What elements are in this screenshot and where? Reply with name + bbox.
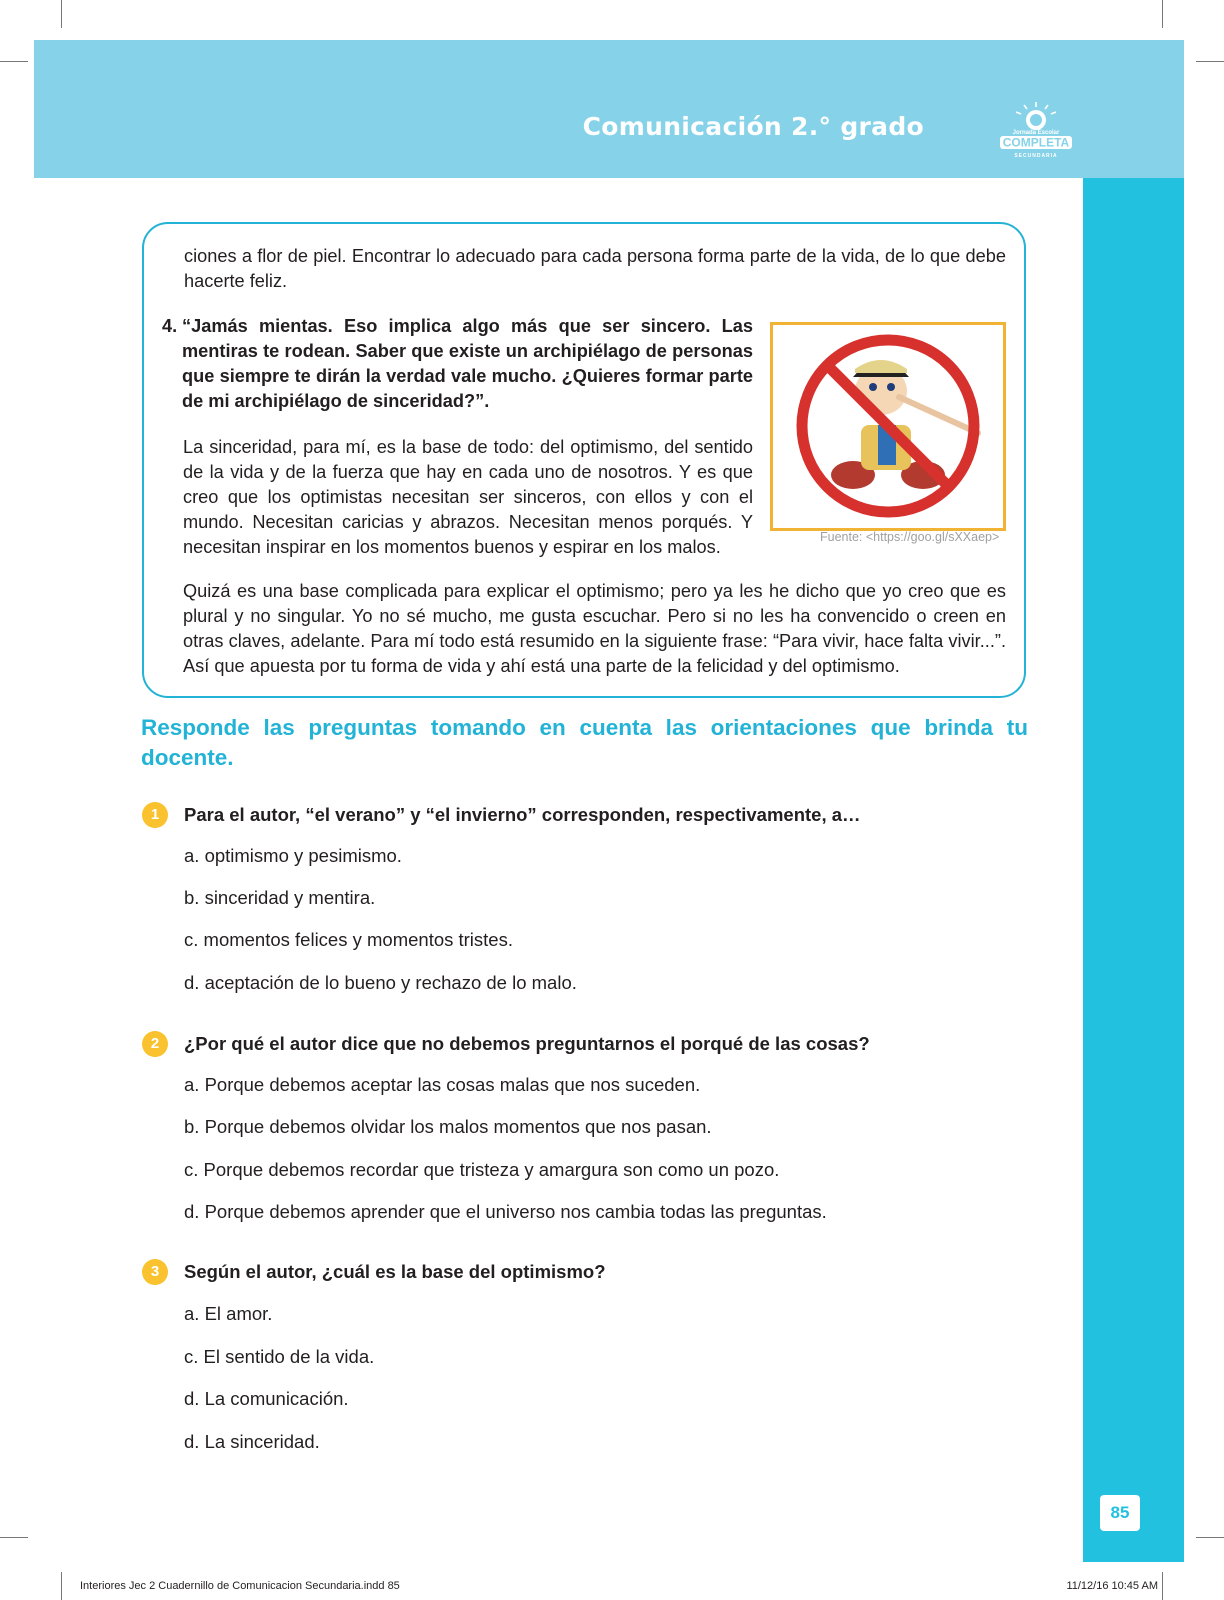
jornada-escolar-completa-logo — [994, 100, 1078, 160]
crop-mark — [61, 0, 62, 28]
crop-mark — [1196, 61, 1224, 62]
answer-option[interactable]: c. El sentido de la vida. — [184, 1346, 375, 1367]
footer-file-info: Interiores Jec 2 Cuadernillo de Comunicacion Secundaria.indd 85 — [80, 1580, 400, 1592]
question-text: Para el autor, “el verano” y “el invierno” corresponden, respectivamente, a… — [184, 804, 861, 825]
side-color-bar — [1083, 178, 1184, 1562]
page-header-title: Comunicación 2.° grado — [582, 112, 924, 141]
answer-option[interactable]: a. El amor. — [184, 1303, 273, 1324]
item-number: 4. — [162, 316, 178, 336]
question-number-badge: 1 — [142, 802, 168, 828]
answer-option[interactable]: c. Porque debemos recordar que tristeza y amargura son como un pozo. — [184, 1159, 780, 1180]
image-caption: Fuente: <https://goo.gl/sXXaep> — [820, 530, 1000, 544]
svg-text:SECUNDARIA: SECUNDARIA — [1014, 153, 1058, 159]
question-number-badge: 2 — [142, 1031, 168, 1057]
answer-option[interactable]: d. La comunicación. — [184, 1388, 349, 1409]
reading-paragraph-sinceridad: La sinceridad, para mí, es la base de todo: del optimismo, del sentido de la vida y de la fuerza que hay en cada uno de nosotros. Y es que creo que los optimistas necesitan ser sinceros, con ellos y con el mundo. Necesitan caricias y abrazos. Necesitan menos porqués. Y necesitan inspirar en los momentos buenos y espirar en los malos. — [183, 437, 753, 557]
answer-option[interactable]: a. Porque debemos aceptar las cosas malas que nos suceden. — [184, 1074, 701, 1095]
answer-option[interactable]: b. Porque debemos olvidar los malos momentos que nos pasan. — [184, 1116, 712, 1137]
crop-mark — [1196, 1537, 1224, 1538]
footer-timestamp: 11/12/16 10:45 AM — [1066, 1580, 1158, 1592]
page-number: 85 — [1100, 1495, 1140, 1531]
crop-mark — [61, 1572, 62, 1600]
svg-text:Jornada Escolar: Jornada Escolar — [1012, 130, 1060, 136]
reading-paragraph-final: Quizá es una base complicada para explicar el optimismo; pero ya les he dicho que yo creo que es plural y no singular. Yo no sé mucho, me gusta escuchar. Pero si no les ha convencido o creen en otras claves, adelante. Para mí todo está resumido en la siguiente frase: “Para vivir, hace falta vivir...”. Así que apuesta por tu forma de vida y ahí está una parte de la felicidad y del optimismo. — [183, 581, 1006, 676]
answer-option[interactable]: d. aceptación de lo bueno y rechazo de lo malo. — [184, 972, 577, 993]
instruction-heading: Responde las preguntas tomando en cuenta las orientaciones que brinda tu docente. — [141, 715, 1028, 770]
answer-option[interactable]: c. momentos felices y momentos tristes. — [184, 929, 513, 950]
answer-option[interactable]: a. optimismo y pesimismo. — [184, 845, 402, 866]
reading-paragraph-continuation: ciones a flor de piel. Encontrar lo adecuado para cada persona forma parte de la vida, de lo que debe hacerte feliz. — [184, 246, 1006, 291]
answer-option[interactable]: b. sinceridad y mentira. — [184, 887, 376, 908]
svg-text:COMPLETA: COMPLETA — [1002, 135, 1070, 150]
question-text: Según el autor, ¿cuál es la base del optimismo? — [184, 1261, 606, 1282]
question-text: ¿Por qué el autor dice que no debemos preguntarnos el porqué de las cosas? — [184, 1033, 870, 1054]
pinocchio-prohibited-image — [770, 322, 1006, 531]
crop-mark — [1162, 0, 1163, 28]
crop-mark — [0, 61, 28, 62]
question-number-badge: 3 — [142, 1259, 168, 1285]
crop-mark — [0, 1537, 28, 1538]
answer-option[interactable]: d. La sinceridad. — [184, 1431, 320, 1452]
crop-mark — [1162, 1572, 1163, 1600]
answer-option[interactable]: d. Porque debemos aprender que el universo nos cambia todas las preguntas. — [184, 1201, 827, 1222]
item-quote: “Jamás mientas. Eso implica algo más que ser sincero. Las mentiras te rodean. Saber que existe un archipiélago de personas que siempre te dirán la verdad vale mucho. ¿Quieres formar parte de mi archipiélago de sinceridad?”. — [182, 316, 753, 411]
